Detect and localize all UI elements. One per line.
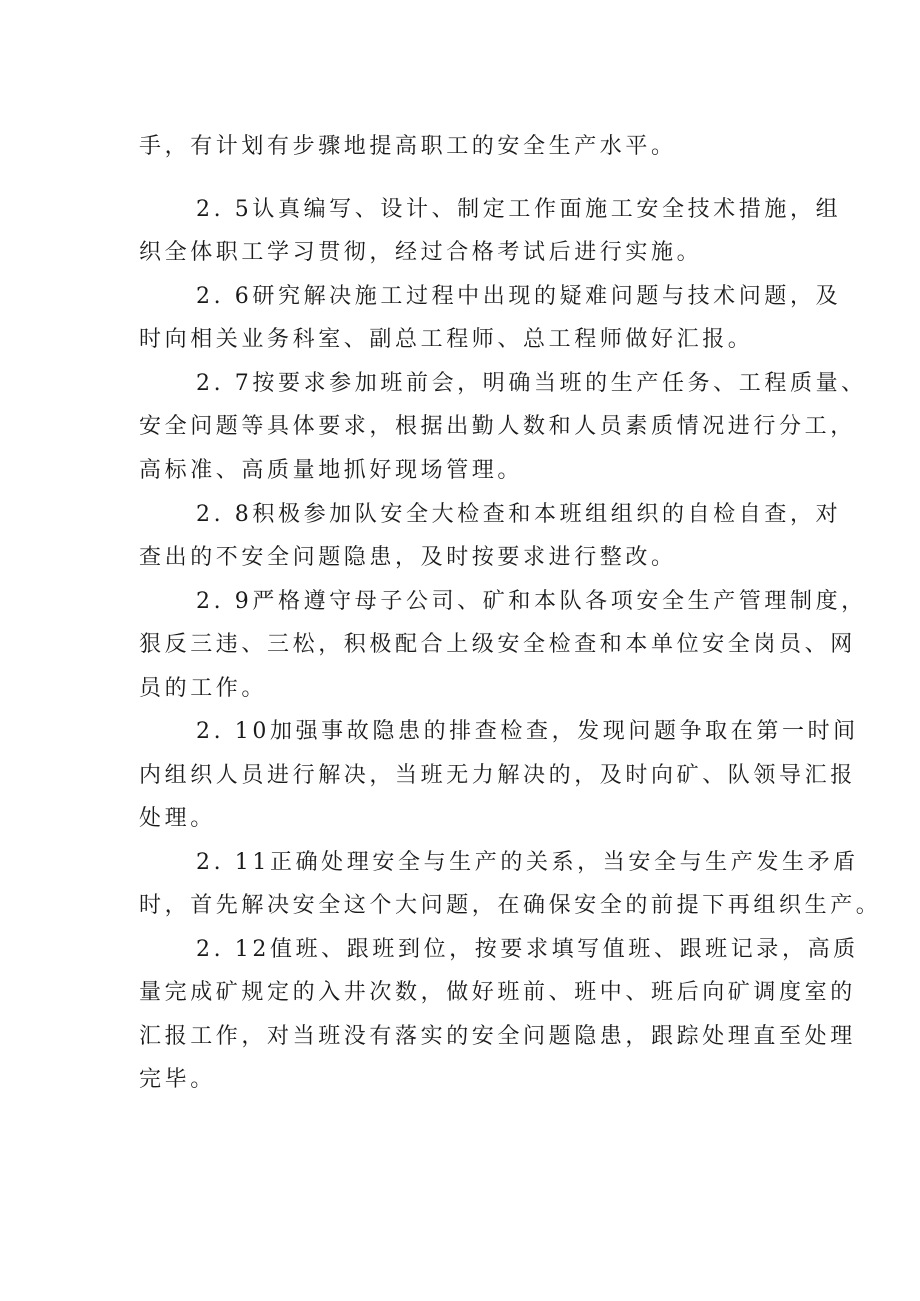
clause-2-8-line: 2. 8积极参加队安全大检查和本班组组织的自检自查，对 [196, 502, 842, 527]
text-line: 手，有计划有步骤地提高职工的安全生产水平。 [139, 134, 677, 159]
text-line: 狠反三违、三松，积极配合上级安全检查和本单位安全岗员、网 [139, 632, 856, 657]
clause-2-10-line: 2. 10加强事故隐患的排查检查，发现问题争取在第一时间 [196, 719, 859, 744]
clause-2-11-line: 2. 11正确处理安全与生产的关系，当安全与生产发生矛盾 [196, 850, 859, 875]
text-line: 查出的不安全问题隐患，及时按要求进行整改。 [139, 545, 677, 570]
text-line: 织全体职工学习贯彻，经过合格考试后进行实施。 [139, 240, 703, 265]
clause-2-7-line: 2. 7按要求参加班前会，明确当班的生产任务、工程质量、 [196, 371, 867, 396]
text-line: 处理。 [139, 806, 216, 831]
clause-2-12-line: 2. 12值班、跟班到位，按要求填写值班、跟班记录，高质 [196, 937, 859, 962]
text-line: 高标准、高质量地抓好现场管理。 [139, 458, 524, 483]
text-line: 汇报工作，对当班没有落实的安全问题隐患，跟踪处理直至处理 [139, 1024, 856, 1049]
text-line: 量完成矿规定的入井次数，做好班前、班中、班后向矿调度室的 [139, 980, 856, 1005]
text-line: 员的工作。 [139, 676, 268, 701]
text-line: 时向相关业务科室、副总工程师、总工程师做好汇报。 [139, 327, 754, 352]
clause-2-6-line: 2. 6研究解决施工过程中出现的疑难问题与技术问题，及 [196, 284, 842, 309]
text-line: 时，首先解决安全这个大问题，在确保安全的前提下再组织生产。 [139, 893, 882, 918]
clause-2-5-line: 2. 5认真编写、设计、制定工作面施工安全技术措施，组 [196, 197, 842, 222]
text-line: 完毕。 [139, 1067, 216, 1092]
clause-2-9-line: 2. 9严格遵守母子公司、矿和本队各项安全生产管理制度， [196, 589, 867, 614]
text-line: 安全问题等具体要求，根据出勤人数和人员素质情况进行分工， [139, 414, 856, 439]
text-line: 内组织人员进行解决，当班无力解决的，及时向矿、队领导汇报 [139, 763, 856, 788]
